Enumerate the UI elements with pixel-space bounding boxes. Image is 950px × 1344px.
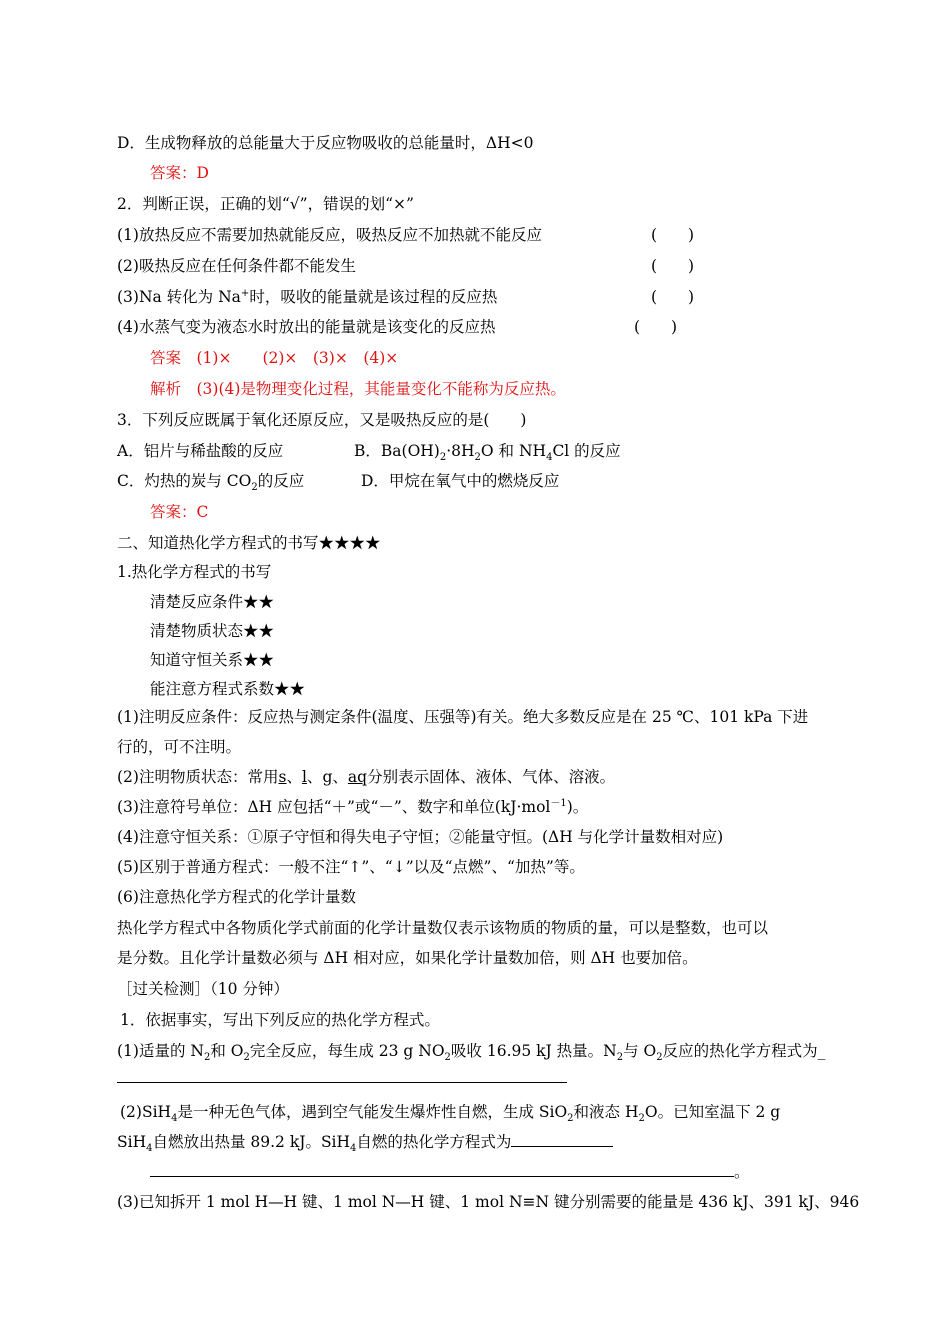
section2-title: 二、知道热化学方程式的书写★★★★ (117, 534, 381, 552)
point-1: 清楚反应条件★★ (150, 593, 275, 611)
q3-b-post: O 和 NH (480, 442, 547, 460)
p1-blank[interactable] (117, 1068, 567, 1083)
p2-blank-2[interactable] (150, 1162, 734, 1177)
q2-title: 2．判断正误，正确的划“√”，错误的划“×” (117, 195, 414, 213)
p1-sub-c: 2 (444, 1052, 451, 1064)
p2-b: 是一种无色气体，遇到空气能发生爆炸性自燃，生成 SiO (177, 1103, 568, 1121)
p1-sub-b: 2 (243, 1052, 250, 1064)
check-title: ［过关检测］（10 分钟） (117, 980, 289, 998)
q2-item-3-post: 时，吸收的能量就是该过程的反应热 (249, 288, 498, 306)
p2-sub-b: 2 (567, 1113, 574, 1125)
rule-3-post: )。 (566, 798, 589, 816)
point-3: 知道守恒关系★★ (150, 651, 275, 669)
section2-sub1: 1.热化学方程式的书写 (117, 563, 272, 581)
p2-d: O。已知室温下 2 g (644, 1103, 781, 1121)
p2-end: 。 (734, 1163, 750, 1181)
q2-item-3 (117, 287, 497, 307)
p2-sub-f: 4 (350, 1143, 357, 1155)
state-s: s (278, 768, 287, 786)
p2-e: SiH (117, 1133, 147, 1151)
q3-answer: 答案：C (150, 503, 209, 521)
rule-3-pre: (3)注意符号单位：ΔH 应包括“＋”或“－”、数字和单位(kJ·mol (117, 798, 551, 816)
q2-answer: 答案 (1)× (2)× (3)× (4)× (150, 349, 399, 367)
check-p2-line2 (117, 1132, 613, 1155)
p1-f: 反应的热化学方程式为_ (662, 1042, 826, 1060)
p2-sub-e: 4 (146, 1143, 153, 1155)
rule-6: (6)注意热化学方程式的化学计量数 (117, 888, 356, 906)
q3-b-mid: ·8H (446, 442, 475, 460)
p1-sub-a: 2 (203, 1052, 211, 1064)
check-p1 (117, 1041, 826, 1064)
q3-option-a: A．铝片与稀盐酸的反应 (117, 442, 284, 460)
rule-5: (5)区别于普通方程式：一般不注“↑”、“↓”以及“点燃”、“加热”等。 (117, 858, 585, 876)
q3-b-sub1: 2 (439, 452, 447, 464)
q3-c-pre: C．灼热的炭与 CO (117, 472, 252, 490)
p2-answer-line[interactable] (150, 1162, 750, 1182)
p2-blank-1[interactable] (511, 1132, 613, 1147)
q3-c-post: 的反应 (257, 472, 305, 490)
rule-3 (117, 797, 588, 817)
q3-b-pre: B．Ba(OH) (354, 442, 440, 460)
p2-sub-a: 4 (171, 1113, 178, 1125)
q3-b-sub3: 4 (546, 452, 553, 464)
q2-analysis: 解析 (3)(4)是物理变化过程，其能量变化不能称为反应热。 (150, 380, 566, 398)
q3-title: 3．下列反应既属于氧化还原反应，又是吸热反应的是( ) (117, 411, 527, 429)
p1-c: 完全反应，每生成 23 g NO (249, 1042, 445, 1060)
q3-option-d: D．甲烷在氧气中的燃烧反应 (361, 472, 560, 490)
q3-option-c (117, 471, 305, 494)
q3-b-end: Cl 的反应 (552, 442, 621, 460)
rule-6a: 热化学方程式中各物质化学式前面的化学计量数仅表示该物质的物质的量，可以是整数，也可以 (117, 919, 769, 937)
check-q1: 1．依据事实，写出下列反应的热化学方程式。 (120, 1011, 440, 1029)
p1-a: (1)适量的 N (117, 1042, 204, 1060)
q2-item-1: (1)放热反应不需要加热就能反应，吸热反应不加热就不能反应 (117, 226, 542, 244)
point-4: 能注意方程式系数★★ (150, 680, 306, 698)
q2-item-3-pre: (3)Na 转化为 Na (117, 288, 241, 306)
q3-c-sub: 2 (251, 482, 258, 494)
rule-2-post: 分别表示固体、液体、气体、溶液。 (367, 768, 616, 786)
q2-item-3-paren: ( ) (651, 288, 695, 306)
state-l: l (301, 768, 307, 786)
check-p2-line1 (120, 1102, 781, 1125)
q3-option-b (354, 441, 621, 464)
q2-item-3-sup: + (240, 287, 250, 299)
p2-c: 和液态 H (573, 1103, 639, 1121)
p2-f: 自燃放出热量 89.2 kJ。SiH (152, 1133, 351, 1151)
q2-item-1-paren: ( ) (651, 226, 695, 244)
q2-item-2-paren: ( ) (651, 257, 695, 275)
rule-6b: 是分数。且化学计量数必须与 ΔH 相对应，如果化学计量数加倍，则 ΔH 也要加倍。 (117, 949, 698, 967)
p1-answer-line[interactable] (117, 1068, 567, 1088)
p1-e: 与 O (623, 1042, 657, 1060)
point-2: 清楚物质状态★★ (150, 622, 275, 640)
check-p3: (3)已知拆开 1 mol H—H 键、1 mol N—H 键、1 mol N≡N 键分别需要的能量是 436 kJ、391 kJ、946 (117, 1193, 860, 1211)
q2-item-2: (2)吸热反应在任何条件都不能发生 (117, 257, 356, 275)
q1-option-d: D．生成物释放的总能量大于反应物吸收的总能量时，ΔH<0 (117, 134, 534, 152)
rule-1b: 行的，可不注明。 (117, 738, 242, 756)
p1-d: 吸收 16.95 kJ 热量。N (450, 1042, 617, 1060)
q2-item-4-paren: ( ) (634, 318, 678, 336)
p1-b: 和 O (210, 1042, 244, 1060)
rule-3-sup: －1 (550, 797, 567, 809)
rule-2: (2)注明物质状态：常用s、l、g、aq分别表示固体、液体、气体、溶液。 (117, 768, 616, 786)
q1-answer: 答案：D (150, 164, 209, 182)
p1-sub-d: 2 (616, 1052, 624, 1064)
rule-4: (4)注意守恒关系：①原子守恒和得失电子守恒；②能量守恒。(ΔH 与化学计量数相对应) (117, 828, 724, 846)
rule-1a: (1)注明反应条件：反应热与测定条件(温度、压强等)有关。绝大多数反应是在 25 ℃、101 kPa 下进 (117, 708, 809, 726)
q3-b-sub2: 2 (474, 452, 481, 464)
p2-g: 自燃的热化学方程式为 (356, 1133, 512, 1151)
p2-a: (2)SiH (120, 1103, 172, 1121)
state-aq: aq (347, 768, 368, 786)
q2-item-4: (4)水蒸气变为液态水时放出的能量就是该变化的反应热 (117, 318, 496, 336)
p2-sub-c: 2 (638, 1113, 645, 1125)
p1-sub-e: 2 (656, 1052, 663, 1064)
state-g: g (322, 768, 333, 786)
rule-2-pre: (2)注明物质状态：常用 (117, 768, 279, 786)
